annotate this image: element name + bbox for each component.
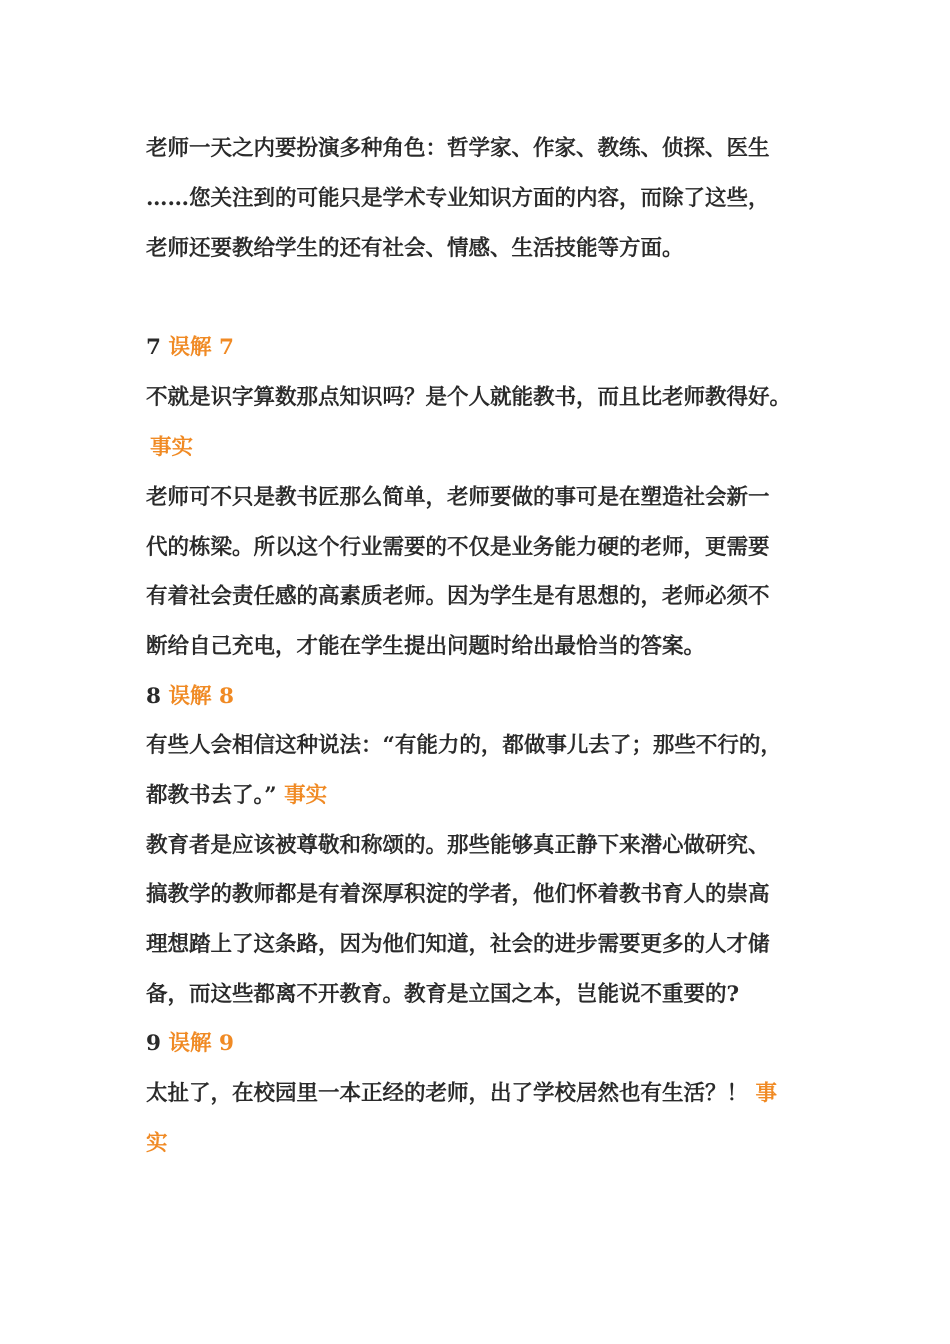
section-9-myth [146,1079,777,1109]
section-9-fact-label-part-2: 实 [146,1131,168,1156]
section-8-heading [146,682,234,712]
intro-line-1: 老师一天之内要扮演多种角色：哲学家、作家、教练、侦探、医生 [146,136,770,161]
section-8-myth-line-1: 有些人会相信这种说法：“有能力的，都做事儿去了；那些不行的， [146,733,782,758]
section-9-title: 误解 9 [168,1031,234,1056]
section-7-heading [146,333,234,363]
section-8-fact-label: 事实 [284,783,328,808]
section-7-title: 误解 7 [168,335,234,360]
section-7-fact-line-4: 断给自己充电，才能在学生提出问题时给出最恰当的答案。 [146,634,706,659]
intro-line-3: 老师还要教给学生的还有社会、情感、生活技能等方面。 [146,236,684,261]
section-7-myth: 不就是识字算数那点知识吗？是个人就能教书，而且比老师教得好。 [146,385,792,410]
section-8-fact-line-1: 教育者是应该被尊敬和称颂的。那些能够真正静下来潜心做研究、 [146,833,770,858]
intro-line-2: ……您关注到的可能只是学术专业知识方面的内容，而除了这些， [146,186,770,211]
section-7-number: 7 [146,335,169,360]
section-7-fact-line-2: 代的栋梁。所以这个行业需要的不仅是业务能力硬的老师，更需要 [146,535,770,560]
section-7-fact-line-3: 有着社会责任感的高素质老师。因为学生是有思想的，老师必须不 [146,584,770,609]
section-7-fact-line-1: 老师可不只是教书匠那么简单，老师要做的事可是在塑造社会新一 [146,485,770,510]
section-8-fact-line-3: 理想踏上了这条路，因为他们知道，社会的进步需要更多的人才储 [146,932,770,957]
section-7-fact-label: 事实 [150,435,194,460]
section-9-heading [146,1029,234,1059]
section-8-fact-line-2: 搞教学的教师都是有着深厚积淀的学者，他们怀着教书育人的崇高 [146,882,770,907]
section-8-title: 误解 8 [168,684,234,709]
section-8-myth-line-2-text: 都教书去了。” [146,783,285,808]
section-8-fact-line-4: 备，而这些都离不开教育。教育是立国之本，岂能说不重要的? [146,982,740,1007]
section-9-myth-text: 太扯了，在校园里一本正经的老师，出了学校居然也有生活？！ [146,1081,756,1106]
section-9-number: 9 [146,1031,169,1056]
section-8-number: 8 [146,684,169,709]
section-9-fact-label-part-1: 事 [755,1081,778,1106]
section-8-myth-line-2 [146,781,327,811]
